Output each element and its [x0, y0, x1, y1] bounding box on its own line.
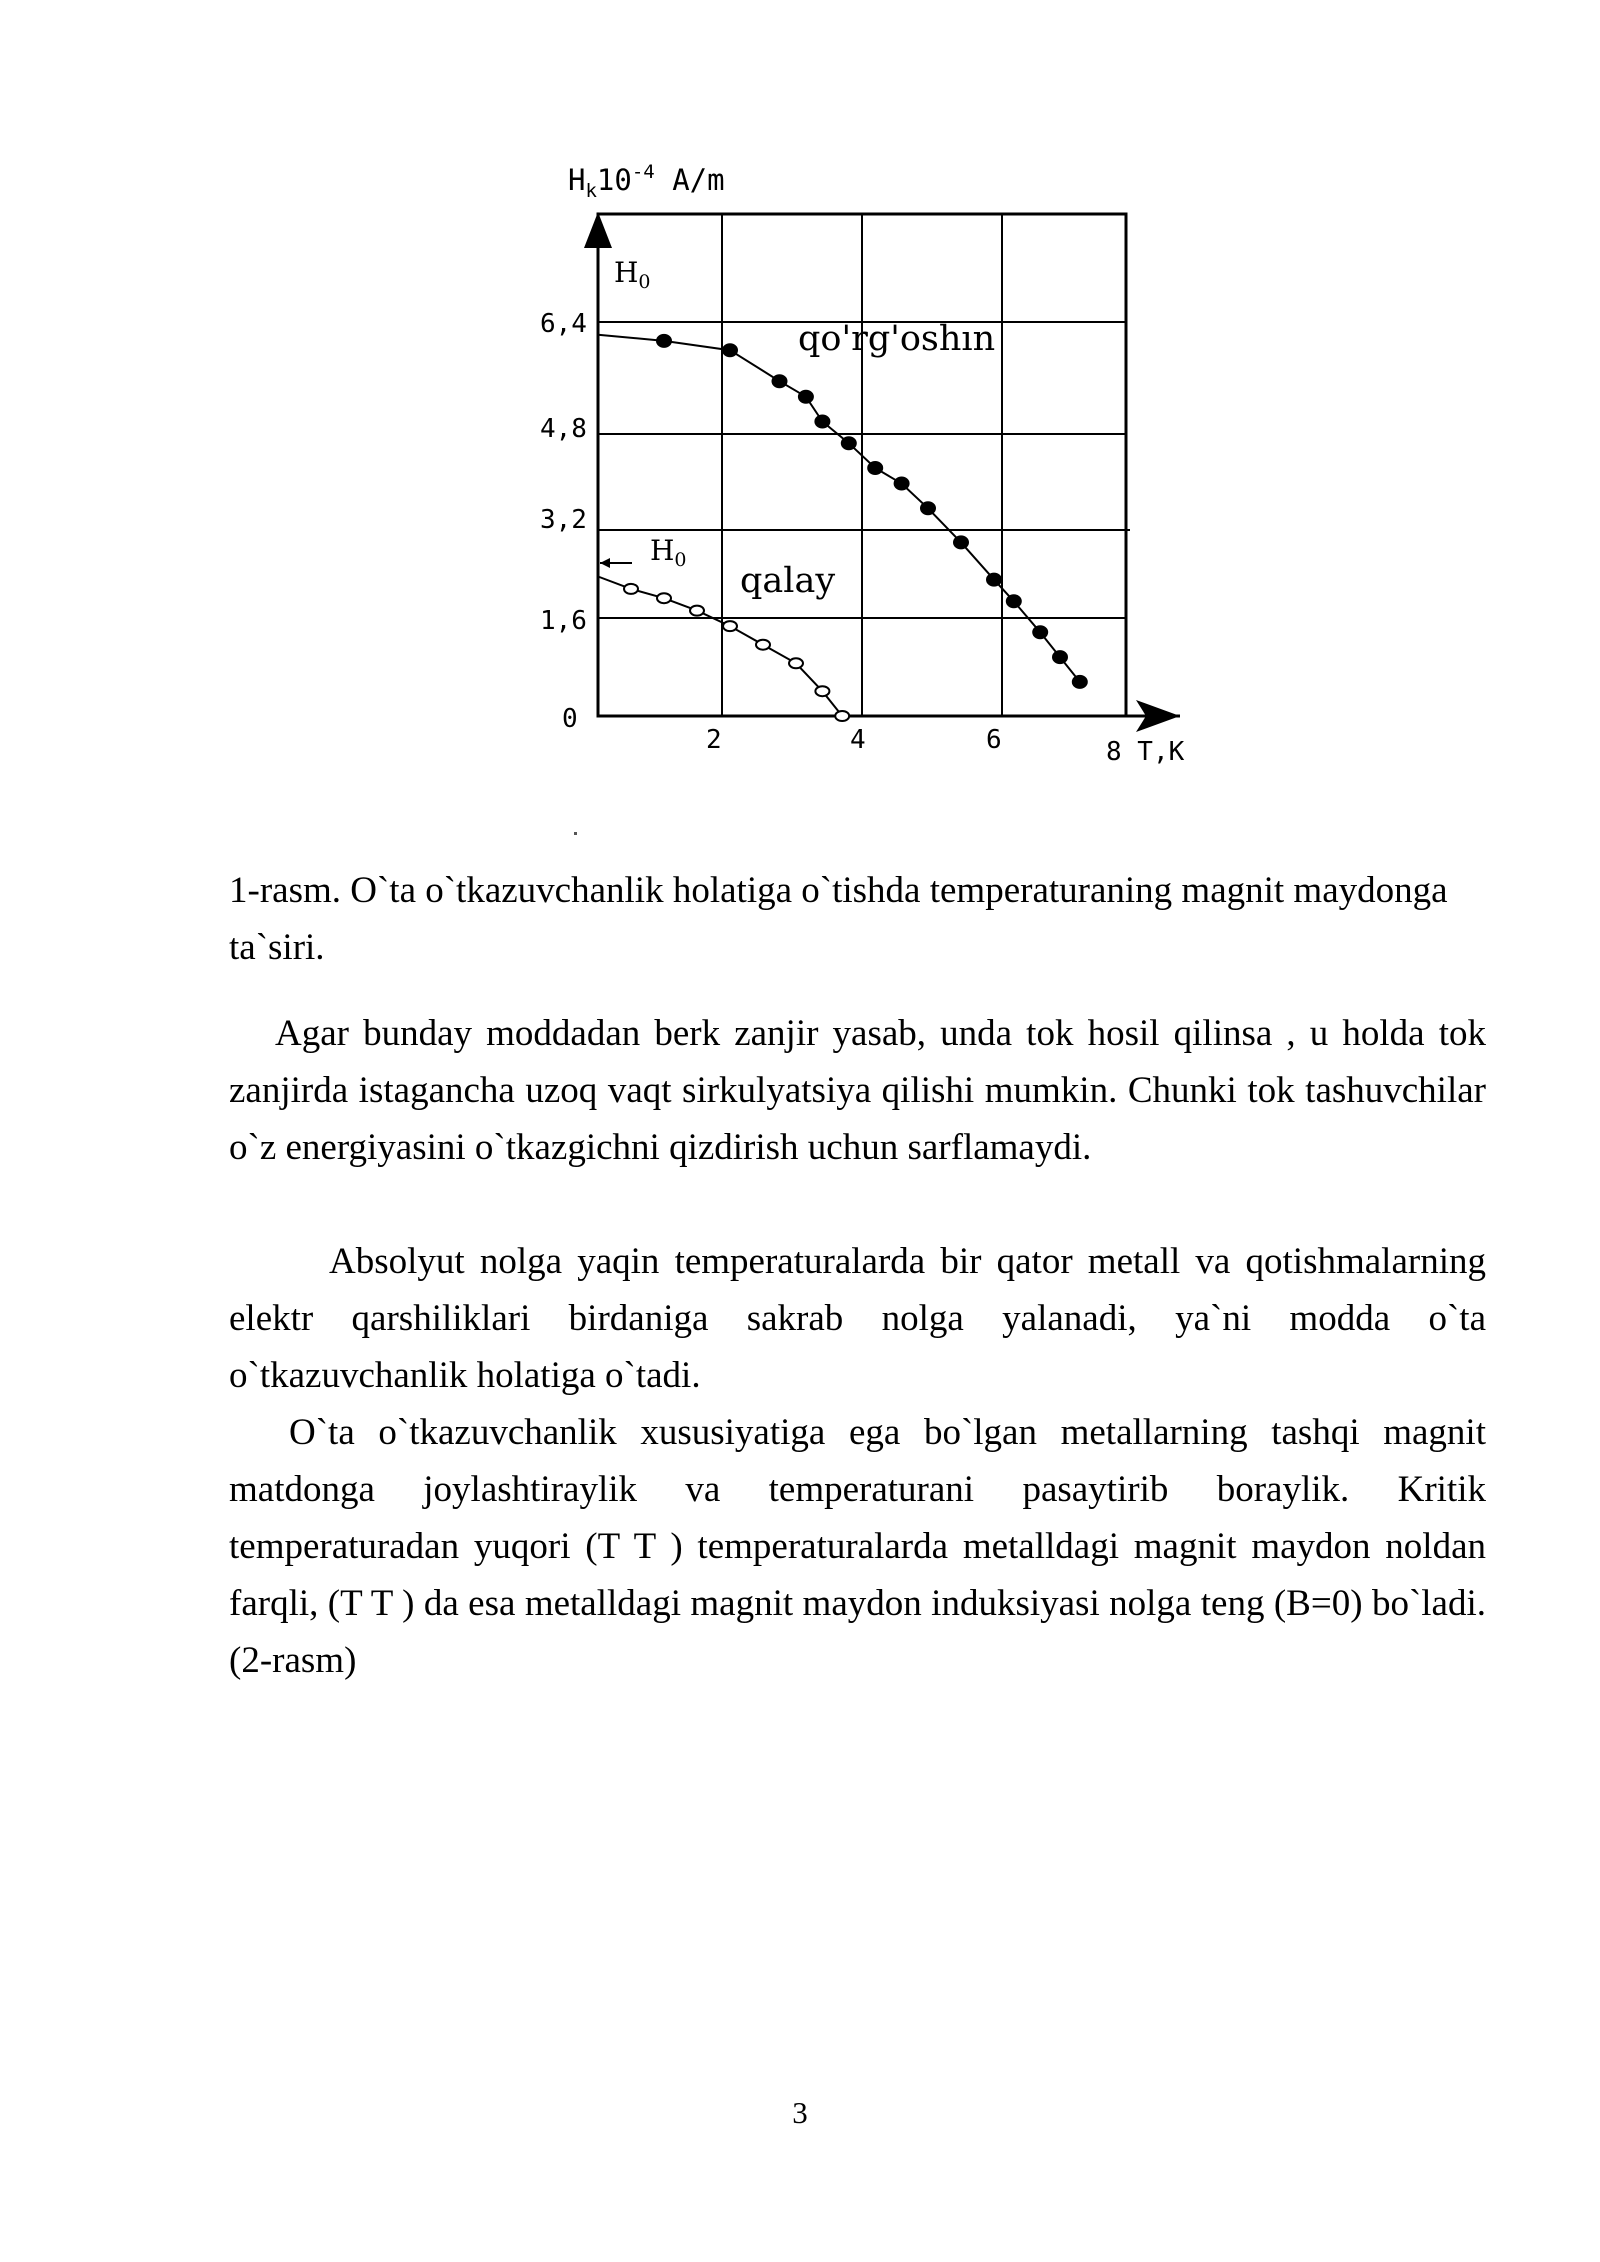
- lead-data-point: [815, 416, 829, 428]
- lead-data-point: [954, 536, 968, 548]
- lead-data-point: [723, 344, 737, 356]
- lead-data-point: [895, 478, 909, 490]
- body-paragraph: Absolyut nolga yaqin temperaturalarda bir qator metall va qotishmalarning elektr qarshiliklari birdaniga sakrab nolga yalanadi, ya`ni modda o`ta o`tkazuvchanlik holatiga o`tadi.: [229, 1241, 1486, 1396]
- x-tick-label: 6: [986, 725, 1002, 755]
- grid-horizontal-lines: [598, 322, 1130, 618]
- lead-data-point: [657, 335, 671, 347]
- page-number: 3: [792, 2095, 808, 2130]
- tin-h0-pointer-head: [600, 558, 610, 568]
- lead-data-point: [1073, 676, 1087, 688]
- y-tick-label: 4,8: [540, 414, 587, 444]
- tin-data-point: [835, 711, 849, 721]
- tin-data-points: [624, 584, 849, 721]
- y-tick-label: 0: [562, 704, 578, 734]
- lead-curve: [598, 335, 1080, 682]
- y-tick-label: 3,2: [540, 505, 587, 535]
- body-paragraph: O`ta o`tkazuvchanlik xususiyatiga ega bo`lgan metallarning tashqi magnit matdonga joylashtiraylik va temperaturani pasaytirib boraylik. Kritik temperaturadan yuqori (T T ) temperaturalarda metalldagi magnit maydon noldan farqli, (T T ) da esa metalldagi magnit maydon induksiyasi nolga teng (B=0) bo`ladi. (2-rasm): [229, 1412, 1486, 1681]
- x-tick-label: 2: [706, 725, 722, 755]
- caption-text: -rasm. O`ta o`tkazuvchanlik holatiga o`tishda temperaturaning magnit maydonga ta`siri.: [229, 870, 1448, 968]
- tin-series-label: qalay: [740, 561, 836, 601]
- x-axis-title: 8 T,K: [1106, 737, 1185, 767]
- x-tick-label: 4: [850, 725, 866, 755]
- tin-data-point: [690, 606, 704, 616]
- figure-caption: [229, 862, 1486, 976]
- lead-data-point: [868, 462, 882, 474]
- lead-data-point: [842, 437, 856, 449]
- lead-data-point: [1053, 651, 1067, 663]
- tin-data-point: [756, 640, 770, 650]
- lead-series-label: qo'rg'oshın: [798, 319, 996, 359]
- lead-data-point: [773, 375, 787, 387]
- lead-data-point: [921, 502, 935, 514]
- body-paragraph: Agar bunday moddadan berk zanjir yasab, unda tok hosil qilinsa , u holda tok zanjirda istagancha uzoq vaqt sirkulyatsiya qilishi mumkin. Chunki tok tashuvchilar o`z energiyasini o`tkazgichni qizdirish uchun sarflamaydi.: [229, 1013, 1486, 1168]
- lead-h0-label: $H_0$: [614, 256, 651, 293]
- tin-h0-label: $H_0$: [650, 534, 687, 571]
- tin-data-point: [789, 658, 803, 668]
- lead-data-point: [987, 574, 1001, 586]
- tin-data-point: [723, 621, 737, 631]
- y-axis-title: $H_k10^{-4}$ A/m: [568, 161, 725, 202]
- caption-number: 1: [229, 870, 248, 911]
- phase-diagram-figure: [540, 160, 1220, 790]
- y-tick-label: 1,6: [540, 606, 587, 636]
- y-tick-label: 6,4: [540, 309, 587, 339]
- tin-data-point: [657, 593, 671, 603]
- tin-data-point: [624, 584, 638, 594]
- stray-dot: [574, 832, 577, 835]
- y-axis-arrowhead: [584, 212, 612, 248]
- tin-data-point: [815, 686, 829, 696]
- lead-data-point: [799, 391, 813, 403]
- lead-data-point: [1033, 626, 1047, 638]
- lead-data-point: [1007, 595, 1021, 607]
